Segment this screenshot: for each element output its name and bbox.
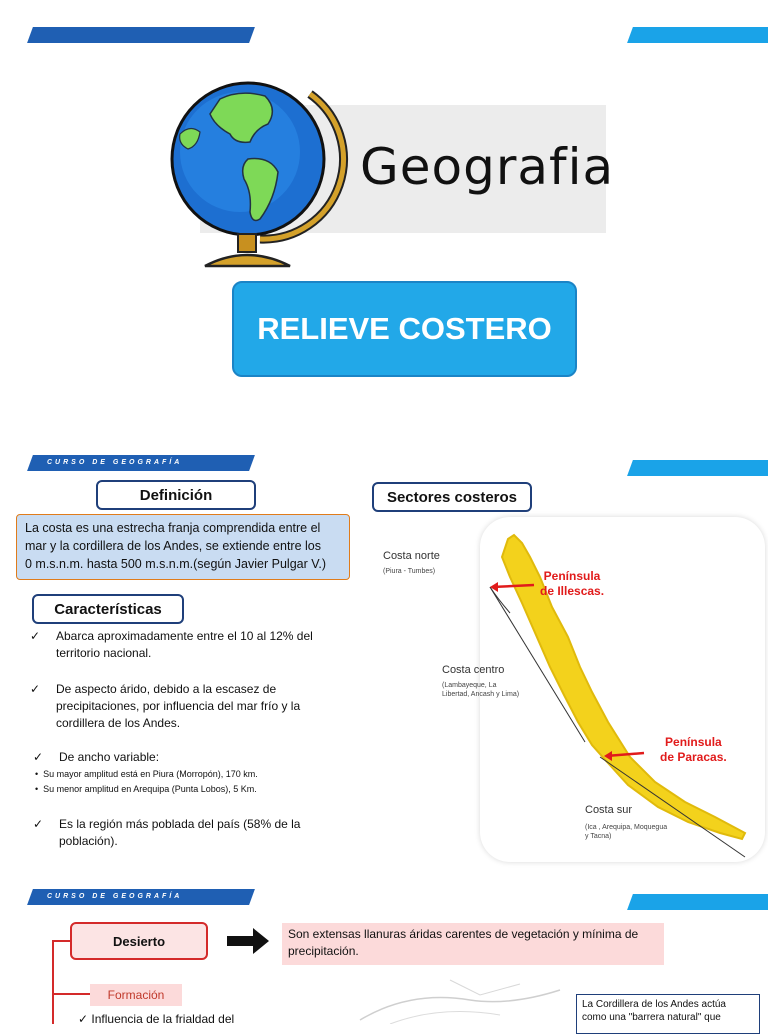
formacion-label: Formación bbox=[107, 988, 165, 1002]
caracteristicas-label: Características bbox=[32, 594, 184, 624]
globe-icon bbox=[160, 74, 350, 274]
sub-bullet-1-text: Su mayor amplitud está en Piura (Morropón), 170 km. bbox=[43, 769, 258, 779]
desierto-def-line-2: precipitación. bbox=[288, 944, 359, 958]
peninsula-paracas-label bbox=[660, 735, 727, 765]
arrow-right-icon bbox=[227, 928, 269, 954]
geografia-title: Geografia bbox=[360, 138, 615, 196]
relieve-costero-title: RELIEVE COSTERO bbox=[257, 311, 552, 346]
check-icon: ✓ bbox=[78, 1012, 89, 1026]
peninsula-illescas-line-1: Península bbox=[543, 569, 601, 583]
costa-centro-label: Costa centro bbox=[442, 664, 505, 676]
formacion-box bbox=[90, 984, 182, 1006]
slide3-course-tag: CURSO DE GEOGRAFÍA bbox=[47, 893, 183, 900]
sub-bullet-2-text: Su menor amplitud en Arequipa (Punta Lobos), 5 Km. bbox=[43, 784, 257, 794]
cordillera-line-1: La Cordillera de los Andes actúa bbox=[582, 999, 726, 1010]
check-icon: ✓ bbox=[30, 682, 41, 696]
costa-sur-sub-1: (Ica , Arequipa, Moquegua bbox=[585, 824, 668, 831]
slide2-top-right-bar bbox=[627, 460, 768, 476]
check-icon: ✓ bbox=[30, 629, 41, 643]
definicion-line-2: mar y la cordillera de los Andes, se extiende entre los bbox=[25, 539, 321, 553]
peninsula-illescas-line-2: de Illescas. bbox=[540, 584, 605, 598]
tree-connector-h2 bbox=[52, 993, 90, 995]
sub-bullet-2: • Su menor amplitud en Arequipa (Punta Lobos), 5 Km. bbox=[35, 784, 257, 794]
slide-separator bbox=[0, 440, 768, 452]
item2-line2: precipitaciones, por influencia del mar frío y la bbox=[56, 699, 301, 713]
slide1-top-left-bar bbox=[27, 27, 255, 43]
item3-line1: De ancho variable: bbox=[59, 750, 160, 764]
item4-line1: Es la región más poblada del país (58% de la bbox=[59, 817, 301, 831]
slide-separator bbox=[0, 868, 768, 880]
costa-sur-sub-2: y Tacna) bbox=[585, 833, 612, 840]
check-icon: ✓ bbox=[33, 817, 44, 831]
definicion-line-1: La costa es una estrecha franja comprendida entre el bbox=[25, 521, 321, 535]
slide1-top-right-bar bbox=[627, 27, 768, 43]
desierto-definition bbox=[282, 923, 664, 965]
item4-line2: población). bbox=[59, 834, 118, 848]
cordillera-line-2: como una "barrera natural" que bbox=[582, 1012, 721, 1023]
costa-centro-sub-1: (Lambayeque, La bbox=[442, 682, 497, 689]
peninsula-illescas-label bbox=[540, 569, 604, 599]
definicion-line-3: 0 m.s.n.m. hasta 500 m.s.n.m.(según Javier Pulgar V.) bbox=[25, 557, 327, 571]
sub-bullet-1: • Su mayor amplitud está en Piura (Morropón), 170 km. bbox=[35, 769, 258, 779]
slide2-course-tag: CURSO DE GEOGRAFÍA bbox=[47, 459, 183, 466]
formacion-item-text: Influencia de la frialdad del bbox=[91, 1012, 235, 1026]
tree-connector-vertical bbox=[52, 940, 54, 1024]
costa-norte-label: Costa norte bbox=[383, 550, 440, 562]
costa-norte-sub: (Piura - Tumbes) bbox=[383, 568, 436, 575]
item1-line2: territorio nacional. bbox=[56, 646, 152, 660]
item2-line3: cordillera de los Andes. bbox=[56, 716, 181, 730]
desierto-label: Desierto bbox=[112, 933, 166, 949]
item2-line1: De aspecto árido, debido a la escasez de bbox=[56, 682, 277, 696]
peninsula-paracas-line-1: Península bbox=[665, 735, 722, 749]
item1-line1: Abarca aproximadamente entre el 10 al 12% del bbox=[56, 629, 313, 643]
definicion-label: Definición bbox=[96, 480, 256, 510]
costa-centro-sub-2: Libertad, Ancash y Lima) bbox=[442, 691, 520, 698]
costa-sur-sub bbox=[585, 823, 667, 841]
peninsula-paracas-line-2: de Paracas. bbox=[660, 750, 727, 764]
check-icon: ✓ bbox=[33, 750, 44, 764]
costa-centro-sub bbox=[442, 681, 519, 699]
faint-map-image bbox=[350, 970, 570, 1024]
tree-connector-h1 bbox=[52, 940, 70, 942]
cordillera-textbox bbox=[576, 994, 760, 1034]
desierto-def-line-1: Son extensas llanuras áridas carentes de vegetación y mínima de bbox=[288, 927, 639, 941]
sectores-costeros-label: Sectores costeros bbox=[372, 482, 532, 512]
relieve-costero-banner bbox=[232, 281, 577, 377]
slide3-top-right-bar bbox=[627, 894, 768, 910]
costa-sur-label: Costa sur bbox=[585, 804, 633, 816]
definicion-box bbox=[16, 514, 350, 580]
desierto-box bbox=[70, 922, 208, 960]
